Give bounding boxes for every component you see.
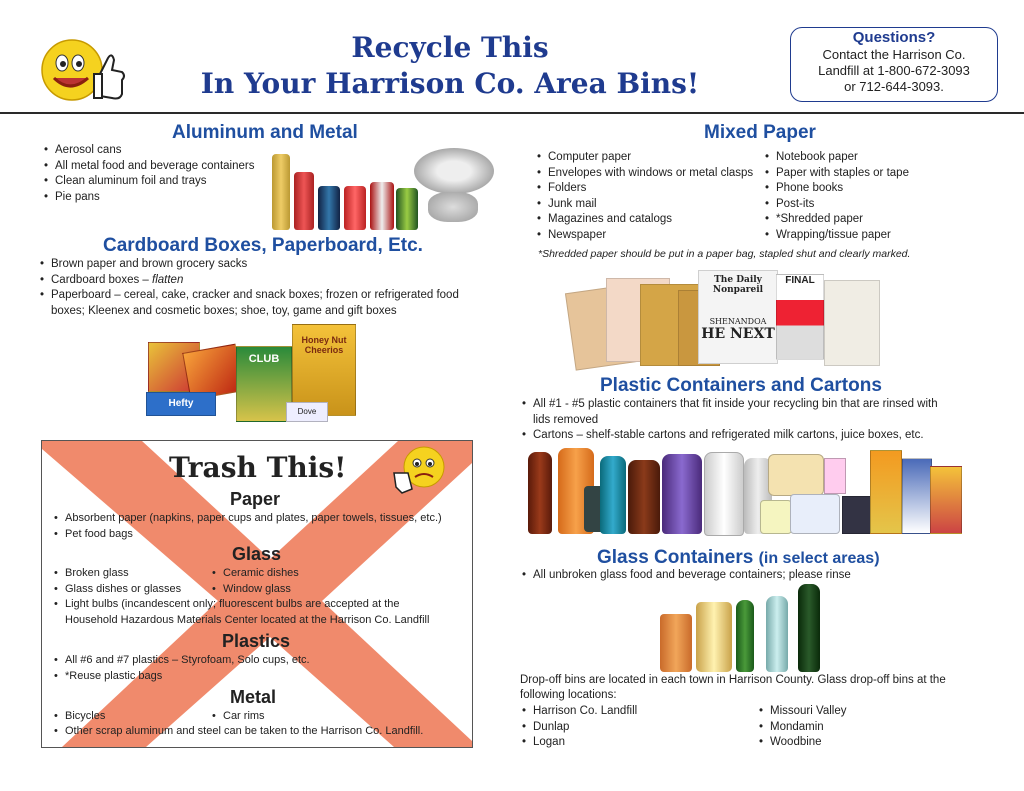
list-item: • Clean aluminum foil and trays <box>42 174 282 190</box>
trash-metal-other <box>52 724 470 740</box>
dropoff-locations-col1 <box>520 704 750 751</box>
glass-containers-image <box>656 584 826 674</box>
aluminum-list <box>42 143 282 205</box>
questions-heading: Questions? <box>852 29 936 46</box>
list-item: • Mondamin <box>757 720 957 736</box>
mixed-paper-image <box>570 270 880 370</box>
aluminum-heading: Aluminum and Metal <box>172 122 358 143</box>
list-item: • Ceramic dishes <box>210 566 370 582</box>
glass-heading-select: (in select areas) <box>758 550 880 567</box>
dove-label: Dove <box>286 402 328 422</box>
list-item: • Phone books <box>763 181 963 197</box>
plastic-heading: Plastic Containers and Cartons <box>600 375 882 396</box>
trash-this-box <box>41 440 473 748</box>
list-item <box>38 273 478 289</box>
bulb-line-2: Household Hazardous Materials Center located at the Harrison Co. Landfill <box>65 613 430 626</box>
list-item: • Folders <box>535 181 770 197</box>
dropoff-line-1: Drop-off bins are located in each town in Harrison County. Glass drop-off bins at the <box>520 674 946 686</box>
dropoff-line-2: following locations: <box>520 689 617 701</box>
trash-paper-heading: Paper <box>230 489 281 509</box>
list-item: • Pet food bags <box>52 527 467 543</box>
newspaper-daily-label: The Daily Nonpareil <box>712 275 764 295</box>
metal-cans-image <box>268 146 498 232</box>
newspaper-daily <box>698 270 778 364</box>
list-item: • Notebook paper <box>763 150 963 166</box>
list-item: • Cartons – shelf-stable cartons and refrigerated milk cartons, juice boxes, etc. <box>520 428 990 444</box>
plastic-list <box>520 397 990 444</box>
dropoff-locations-col2 <box>757 704 957 751</box>
list-item: • Wrapping/tissue paper <box>763 228 963 244</box>
trash-bulb-list <box>52 597 467 628</box>
list-item: • All metal food and beverage containers <box>42 159 282 175</box>
trash-glass-col2 <box>210 566 370 597</box>
cardboard-boxes-image <box>140 322 365 427</box>
glass-heading-text: Glass Containers <box>597 547 754 568</box>
list-item: • Pie pans <box>42 190 282 206</box>
list-item: • *Reuse plastic bags <box>52 669 467 685</box>
plastic-containers-image <box>524 446 964 536</box>
list-item: • Absorbent paper (napkins, paper cups and plates, paper towels, tissues, etc.) <box>52 511 467 527</box>
list-item: • Window glass <box>210 582 370 598</box>
list-item <box>52 597 467 628</box>
trash-plastics-heading: Plastics <box>222 631 291 651</box>
smiley-thumbs-down-icon <box>390 443 450 497</box>
mixed-paper-heading: Mixed Paper <box>704 122 816 143</box>
list-item: • Logan <box>520 735 750 751</box>
paperboard-line-2: boxes; Kleenex and cosmetic boxes; shoe, toy, game and gift boxes <box>51 304 397 317</box>
list-item: • Paper with staples or tape <box>763 166 963 182</box>
list-item: • Post-its <box>763 197 963 213</box>
newspaper-next-label: HE NEXT <box>701 326 775 342</box>
questions-line-1: Contact the Harrison Co. <box>822 47 966 62</box>
hefty-label: Hefty <box>146 392 216 416</box>
list-item: • Harrison Co. Landfill <box>520 704 750 720</box>
cheerios-label: Honey Nut Cheerios <box>292 324 356 416</box>
list-item: • *Shredded paper <box>763 212 963 228</box>
trash-paper-list <box>52 511 467 542</box>
questions-box <box>790 27 998 102</box>
questions-line-3: or 712-644-3093. <box>844 79 944 94</box>
list-item <box>38 288 478 319</box>
cardboard-item-text: Cardboard boxes – <box>51 273 153 286</box>
cardboard-heading: Cardboard Boxes, Paperboard, Etc. <box>103 235 423 256</box>
list-item: • Aerosol cans <box>42 143 282 159</box>
list-item: • Newspaper <box>535 228 770 244</box>
plastic-line-1: All #1 - #5 plastic containers that fit inside your recycling bin that are rinsed with <box>533 398 938 410</box>
header-divider <box>0 112 1024 114</box>
newspaper-final: FINAL <box>776 274 824 360</box>
glass-list <box>520 568 990 584</box>
list-item: • All #6 and #7 plastics – Styrofoam, Solo cups, etc. <box>52 653 467 669</box>
shredded-paper-note: *Shredded paper should be put in a paper bag, stapled shut and clearly marked. <box>538 248 911 260</box>
paperboard-line-1: Paperboard – cereal, cake, cracker and snack boxes; frozen or refrigerated food <box>51 289 459 301</box>
trash-metal-col1 <box>52 709 212 725</box>
list-item: • Bicycles <box>52 709 212 725</box>
trash-glass-col1 <box>52 566 212 597</box>
list-item: • All unbroken glass food and beverage containers; please rinse <box>520 568 990 584</box>
list-item: • Woodbine <box>757 735 957 751</box>
list-item: • Junk mail <box>535 197 770 213</box>
cardboard-list <box>38 257 478 319</box>
list-item: • Dunlap <box>520 720 750 736</box>
list-item <box>520 397 990 428</box>
mixed-paper-col2 <box>763 150 963 243</box>
list-item: • Broken glass <box>52 566 212 582</box>
questions-line-2: Landfill at 1-800-672-3093 <box>818 63 970 78</box>
newspaper-shen-label: SHENANDOA <box>709 317 767 326</box>
trash-title: Trash This! <box>169 451 347 484</box>
trash-plastics-list <box>52 653 467 684</box>
dropoff-text <box>520 673 1000 703</box>
list-item: • Other scrap aluminum and steel can be taken to the Harrison Co. Landfill. <box>52 724 470 740</box>
page-title <box>150 30 750 102</box>
title-line-1: Recycle This <box>351 31 549 64</box>
list-item: • Computer paper <box>535 150 770 166</box>
plastic-line-2: lids removed <box>533 413 599 426</box>
trash-metal-col2 <box>210 709 370 725</box>
list-item: • Brown paper and brown grocery sacks <box>38 257 478 273</box>
bulb-line-1: Light bulbs (incandescent only; fluorescent bulbs are accepted at the <box>65 598 400 610</box>
flatten-note: flatten <box>152 273 184 286</box>
trash-glass-heading: Glass <box>232 544 282 564</box>
title-line-2: In Your Harrison Co. Area Bins! <box>200 67 700 100</box>
list-item: • Magazines and catalogs <box>535 212 770 228</box>
list-item: • Glass dishes or glasses <box>52 582 212 598</box>
club-label: CLUB <box>236 346 292 422</box>
list-item: • Car rims <box>210 709 370 725</box>
glass-heading <box>597 547 880 569</box>
smiley-thumbs-up-icon <box>38 36 128 104</box>
trash-metal-heading: Metal <box>230 687 277 707</box>
list-item: • Missouri Valley <box>757 704 957 720</box>
list-item: • Envelopes with windows or metal clasps <box>535 166 770 182</box>
mixed-paper-col1 <box>535 150 770 243</box>
